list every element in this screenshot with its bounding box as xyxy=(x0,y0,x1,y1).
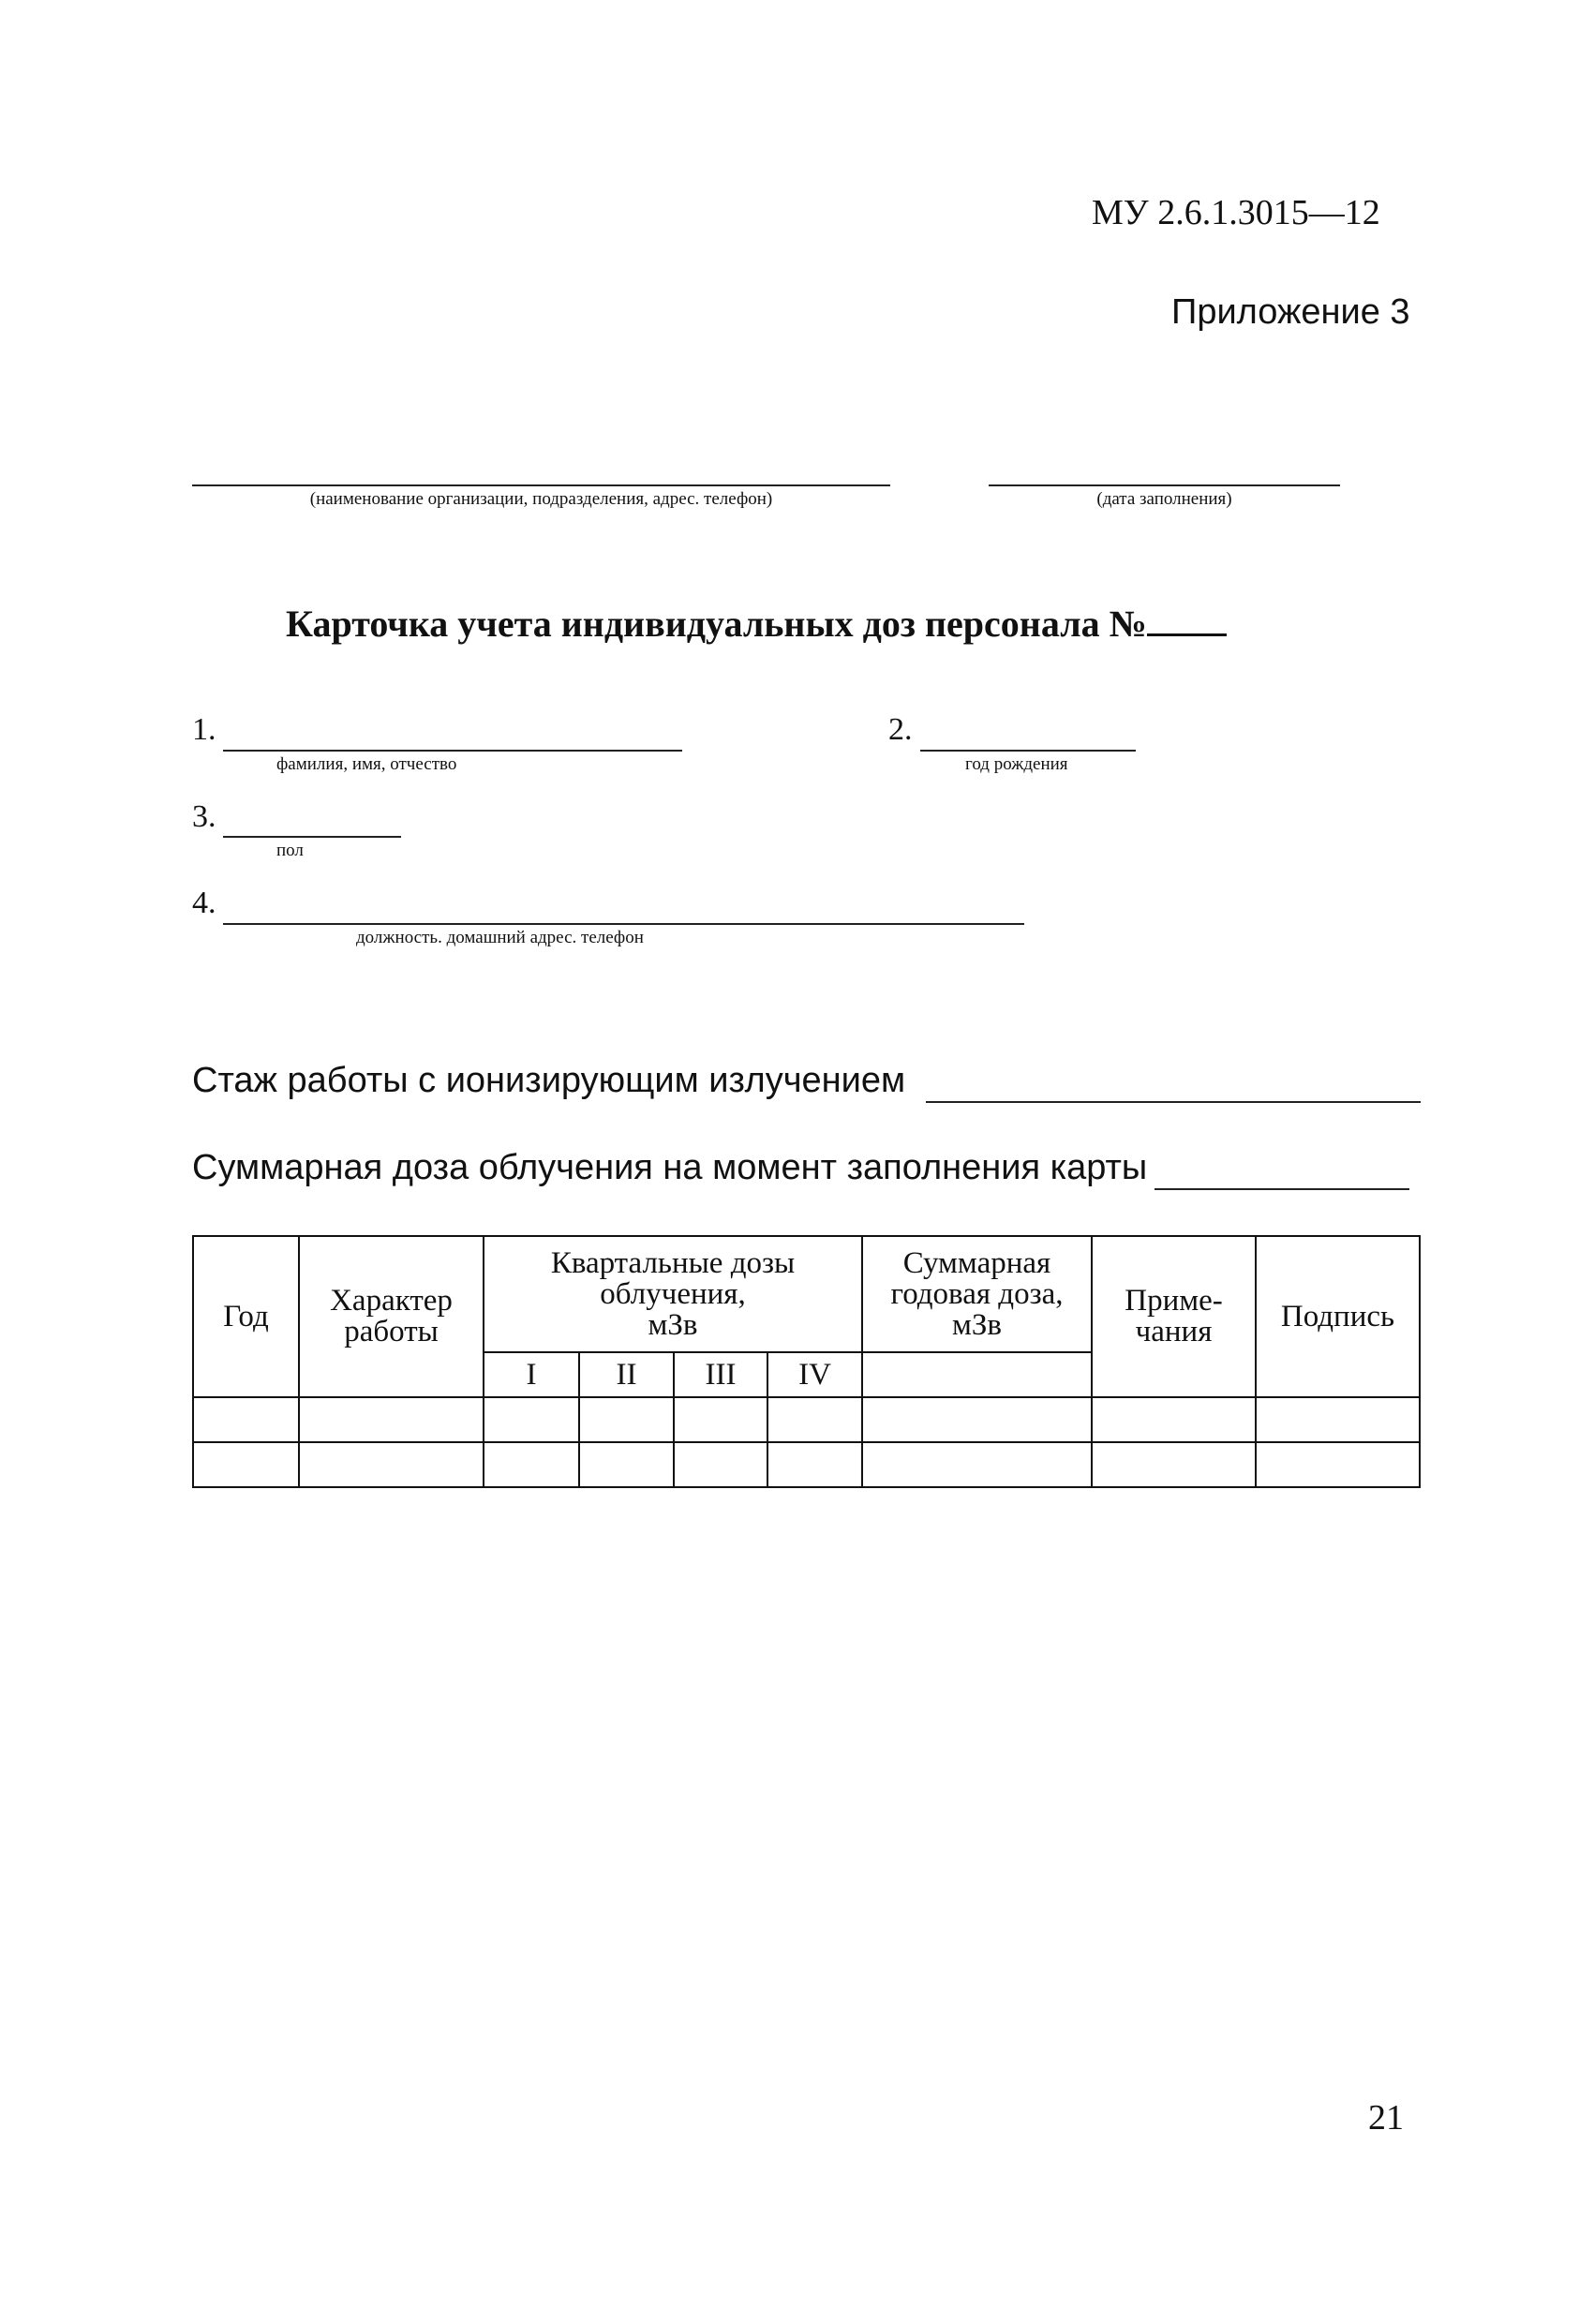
table-cell[interactable] xyxy=(674,1442,767,1487)
header-annual-line3: мЗв xyxy=(952,1307,1002,1342)
table-cell[interactable] xyxy=(193,1397,299,1442)
table-row xyxy=(193,1397,1420,1442)
table-cell[interactable] xyxy=(767,1442,862,1487)
table-cell[interactable] xyxy=(862,1397,1092,1442)
table-cell[interactable] xyxy=(1092,1397,1256,1442)
table-cell[interactable] xyxy=(862,1442,1092,1487)
table-cell[interactable] xyxy=(579,1442,674,1487)
table-cell[interactable] xyxy=(484,1442,579,1487)
position-address-line[interactable] xyxy=(223,923,1024,925)
quarter-2: II xyxy=(579,1352,674,1397)
field-number-2: 2. xyxy=(888,712,913,747)
header-year: Год xyxy=(193,1236,299,1397)
date-caption: (дата заполнения) xyxy=(1096,489,1232,509)
header-annual-line2: годовая доза, xyxy=(890,1276,1064,1311)
table-cell[interactable] xyxy=(579,1397,674,1442)
organization-caption: (наименование организации, подразделения, адрес. телефон) xyxy=(309,489,773,509)
birth-year-line[interactable] xyxy=(920,750,1136,752)
field-number-4: 4. xyxy=(192,886,216,920)
total-dose-line[interactable] xyxy=(1155,1188,1409,1190)
header-notes xyxy=(1092,1236,1256,1397)
table-cell[interactable] xyxy=(299,1442,484,1487)
total-dose-label: Суммарная доза облучения на момент заполнения карты xyxy=(192,1148,1148,1187)
sex-caption: пол xyxy=(276,841,304,860)
experience-label: Стаж работы с ионизирующим излучением xyxy=(192,1061,906,1100)
header-quarterly-line1: Квартальные дозы xyxy=(550,1245,796,1280)
table-cell[interactable] xyxy=(193,1442,299,1487)
table-cell[interactable] xyxy=(1256,1397,1420,1442)
appendix-label: Приложение 3 xyxy=(1171,292,1410,332)
dose-table xyxy=(192,1235,1421,1488)
header-work-type: Характер работы xyxy=(299,1236,484,1397)
card-number-field[interactable] xyxy=(1147,600,1227,636)
table-cell[interactable] xyxy=(767,1397,862,1442)
table-cell[interactable] xyxy=(484,1397,579,1442)
header-annual-line1: Суммарная xyxy=(902,1245,1051,1280)
header-notes-line1: Приме- xyxy=(1125,1284,1223,1318)
table-cell[interactable] xyxy=(1092,1442,1256,1487)
table-cell[interactable] xyxy=(674,1397,767,1442)
table-cell[interactable] xyxy=(299,1397,484,1442)
header-quarterly-line3: мЗв xyxy=(648,1307,698,1342)
birth-year-caption: год рождения xyxy=(965,754,1068,774)
sex-line[interactable] xyxy=(223,836,401,838)
field-number-1: 1. xyxy=(192,712,216,747)
experience-line[interactable] xyxy=(926,1101,1421,1103)
page-number: 21 xyxy=(1368,2098,1404,2138)
document-code: МУ 2.6.1.3015—12 xyxy=(1092,193,1380,232)
quarter-3: III xyxy=(674,1352,767,1397)
header-quarterly-line2: облучения, xyxy=(600,1276,746,1311)
organization-line[interactable] xyxy=(192,484,890,486)
position-address-caption: должность. домашний адрес. телефон xyxy=(356,928,644,947)
full-name-line[interactable] xyxy=(223,750,682,752)
header-notes-line2: чания xyxy=(1135,1315,1213,1348)
full-name-caption: фамилия, имя, отчество xyxy=(276,754,457,774)
card-title: Карточка учета индивидуальных доз персонала № xyxy=(286,600,1227,646)
header-annual-dose xyxy=(862,1236,1092,1352)
table-row xyxy=(193,1442,1420,1487)
annual-dose-subcell xyxy=(862,1352,1092,1397)
date-line[interactable] xyxy=(989,484,1340,486)
quarter-4: IV xyxy=(767,1352,862,1397)
field-number-3: 3. xyxy=(192,799,216,834)
table-cell[interactable] xyxy=(1256,1442,1420,1487)
quarter-1: I xyxy=(484,1352,579,1397)
header-quarterly-doses xyxy=(484,1236,862,1352)
header-signature: Подпись xyxy=(1256,1236,1420,1397)
